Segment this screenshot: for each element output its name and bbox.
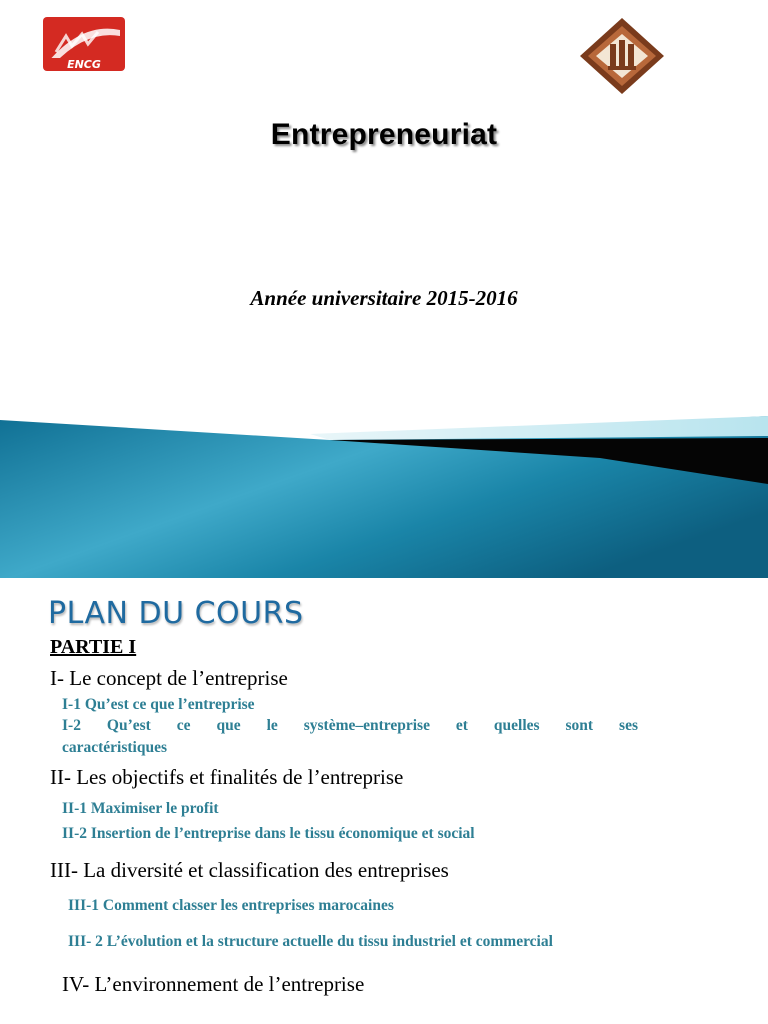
partie-label: PARTIE I: [50, 636, 137, 658]
svg-text:ENCG: ENCG: [67, 58, 101, 71]
section-item: III- 2 L’évolution et la structure actuelle du tissu industriel et commercial: [68, 933, 553, 950]
university-emblem-logo: [578, 16, 666, 96]
section-title: IV- L’environnement de l’entreprise: [62, 972, 365, 996]
section-title: II- Les objectifs et finalités de l’entreprise: [50, 765, 404, 789]
section-item: II-1 Maximiser le profit: [62, 800, 219, 817]
decorative-banner: [0, 414, 768, 578]
academic-year: Année universitaire 2015-2016: [250, 286, 518, 310]
section-item: III-1 Comment classer les entreprises marocaines: [68, 897, 394, 914]
plan-heading: PLAN DU COURS: [48, 596, 304, 631]
page-title: Entrepreneuriat: [270, 118, 498, 151]
section-item: II-2 Insertion de l’entreprise dans le tissu économique et social: [62, 825, 475, 842]
section-title: III- La diversité et classification des entreprises: [50, 858, 449, 882]
encg-logo: [42, 16, 126, 72]
section-item: I-1 Qu’est ce que l’entreprise: [62, 696, 255, 713]
section-title: I- Le concept de l’entreprise: [50, 666, 288, 690]
section-item: I-2 Qu’est ce que le système–entreprise et quelles sont ses: [62, 717, 638, 734]
section-item-continuation: caractéristiques: [62, 739, 168, 756]
